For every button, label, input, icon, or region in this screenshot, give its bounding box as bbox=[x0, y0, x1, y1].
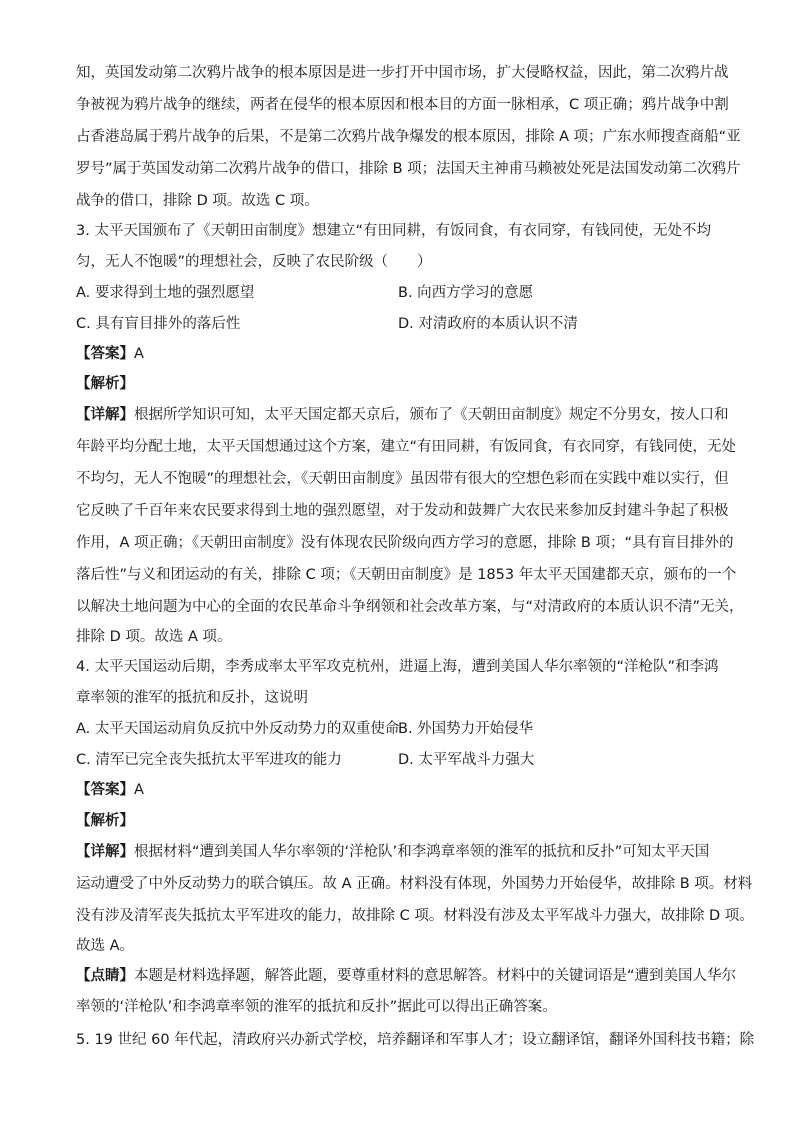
q4-comment-line-1 bbox=[76, 966, 736, 986]
q4-comment-tag: 【点睛】 bbox=[76, 968, 134, 984]
q3-detail-tag: 【详解】 bbox=[76, 407, 134, 423]
q3-analysis-tag-text: 【解析】 bbox=[76, 376, 134, 392]
q2-analysis-line-2: 争被视为鸦片战争的继续，两者在侵华的根本原因和根本目的方面一脉相承，C 项正确；鸦片战争中割 bbox=[76, 97, 729, 113]
q3-answer-tag: 【答案】 bbox=[76, 346, 134, 362]
q2-analysis-line-1: 知，英国发动第二次鸦片战争的根本原因是进一步打开中国市场，扩大侵略权益，因此，第二次鸦片战 bbox=[76, 65, 729, 81]
q2-analysis-line-4: 罗号”属于英国发动第二次鸦片战争的借口，排除 B 项；法国天主神甫马赖被处死是法国发动第二次鸦片 bbox=[76, 161, 741, 177]
q3-detail-line-2: 年龄平均分配土地，太平天国想通过这个方案，建立“有田同耕，有饭同食，有衣同穿，有钱同使，无处 bbox=[76, 439, 737, 455]
q4-detail-line-1 bbox=[76, 842, 709, 862]
q3-option-a: A. 要求得到土地的强烈愿望 bbox=[76, 285, 255, 301]
q3-detail-line-5: 作用，A 项正确；《天朝田亩制度》没有体现农民阶级向西方学习的意愿，排除 B 项；“具有盲目排外的 bbox=[76, 535, 734, 551]
q4-analysis-tag-text: 【解析】 bbox=[76, 813, 134, 829]
q3-detail-line-7: 以解决土地问题为中心的全面的农民革命斗争纲领和社会改革方案，与“对清政府的本质认识不清”无关， bbox=[76, 599, 744, 615]
q3-option-c: C. 具有盲目排外的落后性 bbox=[76, 316, 241, 332]
q3-stem-line-2: 匀，无人不饱暖”的理想社会，反映了农民阶级（ ） bbox=[76, 254, 432, 270]
q3-answer bbox=[76, 344, 144, 364]
q4-detail-line-3: 没有涉及清军丧失抵抗太平军进攻的能力，故排除 C 项。材料没有涉及太平军战斗力强大，故排除 D 项。 bbox=[76, 908, 754, 924]
q3-detail-line-8: 排除 D 项。故选 A 项。 bbox=[76, 629, 232, 645]
q4-detail-tag: 【详解】 bbox=[76, 844, 134, 860]
q3-option-d: D. 对清政府的本质认识不清 bbox=[398, 316, 578, 332]
q4-option-c: C. 清军已完全丧失抵抗太平军进攻的能力 bbox=[76, 752, 342, 768]
q4-option-b: B. 外国势力开始侵华 bbox=[398, 721, 534, 737]
q3-detail-line-3: 不均匀，无人不饱暖”的理想社会，《天朝田亩制度》虽因带有很大的空想色彩而在实践中难以实行，但 bbox=[76, 471, 729, 487]
q3-option-b: B. 向西方学习的意愿 bbox=[398, 285, 534, 301]
q3-answer-value: A bbox=[134, 346, 144, 362]
q4-stem-line-2: 章率领的淮军的抵抗和反扑，这说明 bbox=[76, 690, 308, 706]
q3-analysis-tag bbox=[76, 374, 134, 394]
q3-detail-text-1: 根据所学知识可知，太平天国定都天京后，颁布了《天朝田亩制度》规定不分男女，按人口和 bbox=[134, 407, 729, 423]
q4-answer bbox=[76, 780, 144, 800]
q3-stem-line-1: 3. 太平天国颁布了《天朝田亩制度》想建立“有田同耕，有饭同食，有衣同穿，有钱同使，无处不均 bbox=[76, 223, 711, 239]
q4-comment-line-2: 率领的‘洋枪队’和李鸿章率领的淮军的抵抗和反扑”据此可以得出正确答案。 bbox=[76, 999, 557, 1015]
q4-option-a: A. 太平天国运动肩负反抗中外反动势力的双重使命 bbox=[76, 721, 400, 737]
q4-comment-text-1: 本题是材料选择题，解答此题，要尊重材料的意思解答。材料中的关键词语是“遭到美国人华尔 bbox=[134, 968, 737, 984]
q2-analysis-line-3: 占香港岛属于鸦片战争的后果，不是第二次鸦片战争爆发的根本原因，排除 A 项；广东水师搜查商船“亚 bbox=[76, 129, 741, 145]
q4-answer-tag: 【答案】 bbox=[76, 782, 134, 798]
q4-stem-line-1: 4. 太平天国运动后期，李秀成率太平军攻克杭州，进逼上海，遭到美国人华尔率领的“洋枪队”和李鸿 bbox=[76, 659, 719, 675]
q5-stem-line-1: 5. 19 世纪 60 年代起，清政府兴办新式学校，培养翻译和军事人才；设立翻译馆，翻译外国科技书籍；除 bbox=[76, 1032, 755, 1048]
q3-detail-line-1 bbox=[76, 405, 729, 425]
q4-detail-text-1: 根据材料“遭到美国人华尔率领的‘洋枪队’和李鸿章率领的淮军的抵抗和反扑”可知太平天国 bbox=[134, 844, 710, 860]
q4-detail-line-2: 运动遭受了中外反动势力的联合镇压。故 A 正确。材料没有体现，外国势力开始侵华，故排除 B 项。材料 bbox=[76, 876, 753, 892]
q4-option-d: D. 太平军战斗力强大 bbox=[398, 752, 535, 768]
q3-detail-line-6: 落后性”与义和团运动的有关，排除 C 项；《天朝田亩制度》是 1853 年太平天国建都天京，颁布的一个 bbox=[76, 567, 737, 583]
q4-answer-value: A bbox=[134, 782, 144, 798]
q2-analysis-line-5: 战争的借口，排除 D 项。故选 C 项。 bbox=[76, 193, 319, 209]
q4-analysis-tag bbox=[76, 811, 134, 831]
q3-detail-line-4: 它反映了千百年来农民要求得到土地的强烈愿望，对于发动和鼓舞广大农民来参加反封建斗争起了积极 bbox=[76, 503, 729, 519]
q4-detail-line-4: 故选 A。 bbox=[76, 938, 135, 954]
